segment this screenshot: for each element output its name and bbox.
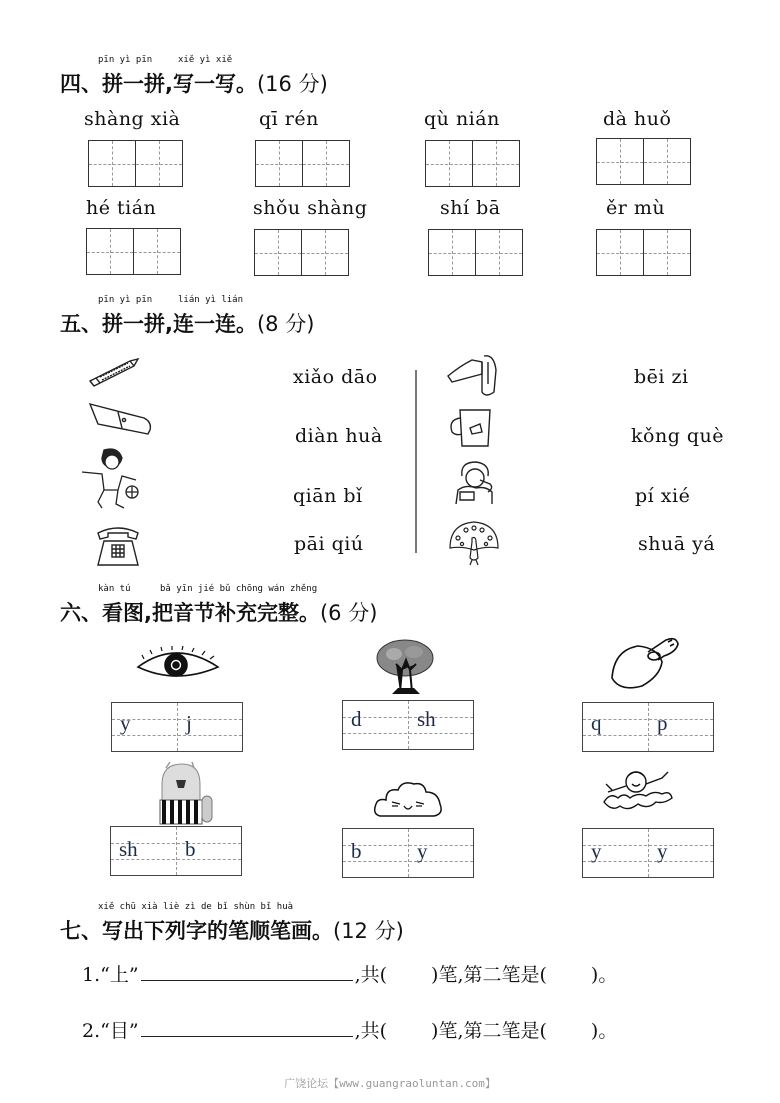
writing-grid[interactable]	[86, 228, 181, 275]
boy-bouncing-ball-icon[interactable]	[80, 446, 148, 514]
section-7-title: xiě chū xià liè zì de bǐ shùn bǐ huà 七、写出下列字的笔顺笔画。(12 分)	[60, 902, 404, 943]
syllable-initial: y	[657, 839, 668, 863]
pinyin-label: qù nián	[424, 108, 500, 130]
pinyin-label: dà huǒ	[603, 108, 672, 130]
writing-grid[interactable]	[596, 138, 691, 185]
pinyin-annotation: xiě yì xiě	[178, 55, 233, 65]
section-4-title: pīn yì pīn xiě yì xiě 四、拼一拼,写一写。(16 分)	[60, 55, 328, 96]
child-brushing-teeth-icon[interactable]	[450, 458, 498, 506]
pinyin-label: hé tián	[86, 197, 157, 219]
four-line-grid[interactable]	[582, 702, 714, 752]
cloud-icon	[372, 778, 444, 822]
writing-grid[interactable]	[428, 229, 523, 276]
four-line-grid[interactable]	[111, 702, 243, 752]
pinyin-label: shàng xià	[84, 108, 181, 130]
syllable-initial: y	[417, 839, 428, 863]
syllable-initial: p	[657, 711, 668, 735]
four-line-grid[interactable]	[110, 826, 242, 876]
syllable-initial: y	[120, 711, 131, 735]
eye-icon	[136, 645, 222, 685]
syllable-initial: q	[591, 711, 602, 735]
pinyin-option[interactable]: pí xié	[635, 485, 691, 507]
telephone-icon[interactable]	[94, 523, 142, 569]
writing-grid[interactable]	[425, 140, 520, 187]
syllable-initial: b	[351, 839, 362, 863]
stroke-order-question: 2. “目” ,共( )笔,第二笔是( )。	[82, 1016, 617, 1043]
syllable-initial: d	[351, 707, 362, 731]
pinyin-label: qī rén	[259, 108, 319, 130]
pinyin-option[interactable]: diàn huà	[295, 425, 383, 447]
pinyin-annotation: pīn yì pīn	[98, 295, 153, 305]
writing-grid[interactable]	[254, 229, 349, 276]
tree-icon	[374, 636, 436, 696]
syllable-initial: b	[185, 837, 196, 861]
pinyin-annotation: xiě chū xià liè zì de bǐ shùn bǐ huà	[98, 902, 294, 912]
leather-shoes-icon[interactable]	[446, 352, 498, 398]
pinyin-option[interactable]: xiǎo dāo	[293, 366, 378, 388]
four-line-grid[interactable]	[342, 828, 474, 878]
four-line-grid[interactable]	[342, 700, 474, 750]
syllable-initial: y	[591, 839, 602, 863]
pinyin-label: ěr mù	[606, 197, 666, 219]
pinyin-option[interactable]: shuā yá	[638, 533, 716, 555]
pinyin-option[interactable]: bēi zi	[634, 366, 689, 388]
section-5-title: pīn yì pīn lián yì lián 五、拼一拼,连一连。(8 分)	[60, 295, 315, 336]
syllable-initial: sh	[417, 707, 436, 731]
ping-pong-paddle-icon	[608, 634, 684, 694]
column-divider	[415, 370, 417, 553]
stroke-order-answer-blank[interactable]	[141, 1017, 353, 1037]
writing-grid[interactable]	[596, 229, 691, 276]
pencil-icon[interactable]	[86, 355, 142, 387]
pinyin-option[interactable]: qiān bǐ	[293, 485, 363, 507]
pinyin-label: shí bā	[440, 197, 501, 219]
pinyin-annotation: bǎ yīn jié bǔ chōng wán zhěng	[160, 584, 318, 594]
syllable-initial: j	[186, 711, 192, 735]
writing-grid[interactable]	[255, 140, 350, 187]
peacock-icon[interactable]	[446, 520, 502, 566]
pinyin-annotation: lián yì lián	[178, 295, 244, 305]
pinyin-label: shǒu shàng	[253, 197, 368, 219]
pinyin-annotation: kàn tú	[98, 584, 131, 594]
watermark: 广饶论坛【www.guangraoluntan.com】	[284, 1077, 496, 1090]
stroke-order-question: 1. “上” ,共( )笔,第二笔是( )。	[82, 960, 617, 987]
four-line-grid[interactable]	[582, 828, 714, 878]
swimming-icon	[598, 762, 676, 820]
syllable-initial: sh	[119, 837, 138, 861]
writing-grid[interactable]	[88, 140, 183, 187]
pinyin-option[interactable]: pāi qiú	[294, 533, 364, 555]
cup-icon[interactable]	[446, 406, 494, 450]
stroke-order-answer-blank[interactable]	[141, 961, 353, 981]
pinyin-annotation: pīn yì pīn	[98, 55, 153, 65]
pinyin-option[interactable]: kǒng què	[631, 425, 725, 447]
section-6-title: kàn tú bǎ yīn jié bǔ chōng wán zhěng 六、看图,把音节补充完整。(6 分)	[60, 584, 378, 625]
knife-icon[interactable]	[88, 402, 154, 438]
school-bag-icon	[152, 760, 214, 826]
